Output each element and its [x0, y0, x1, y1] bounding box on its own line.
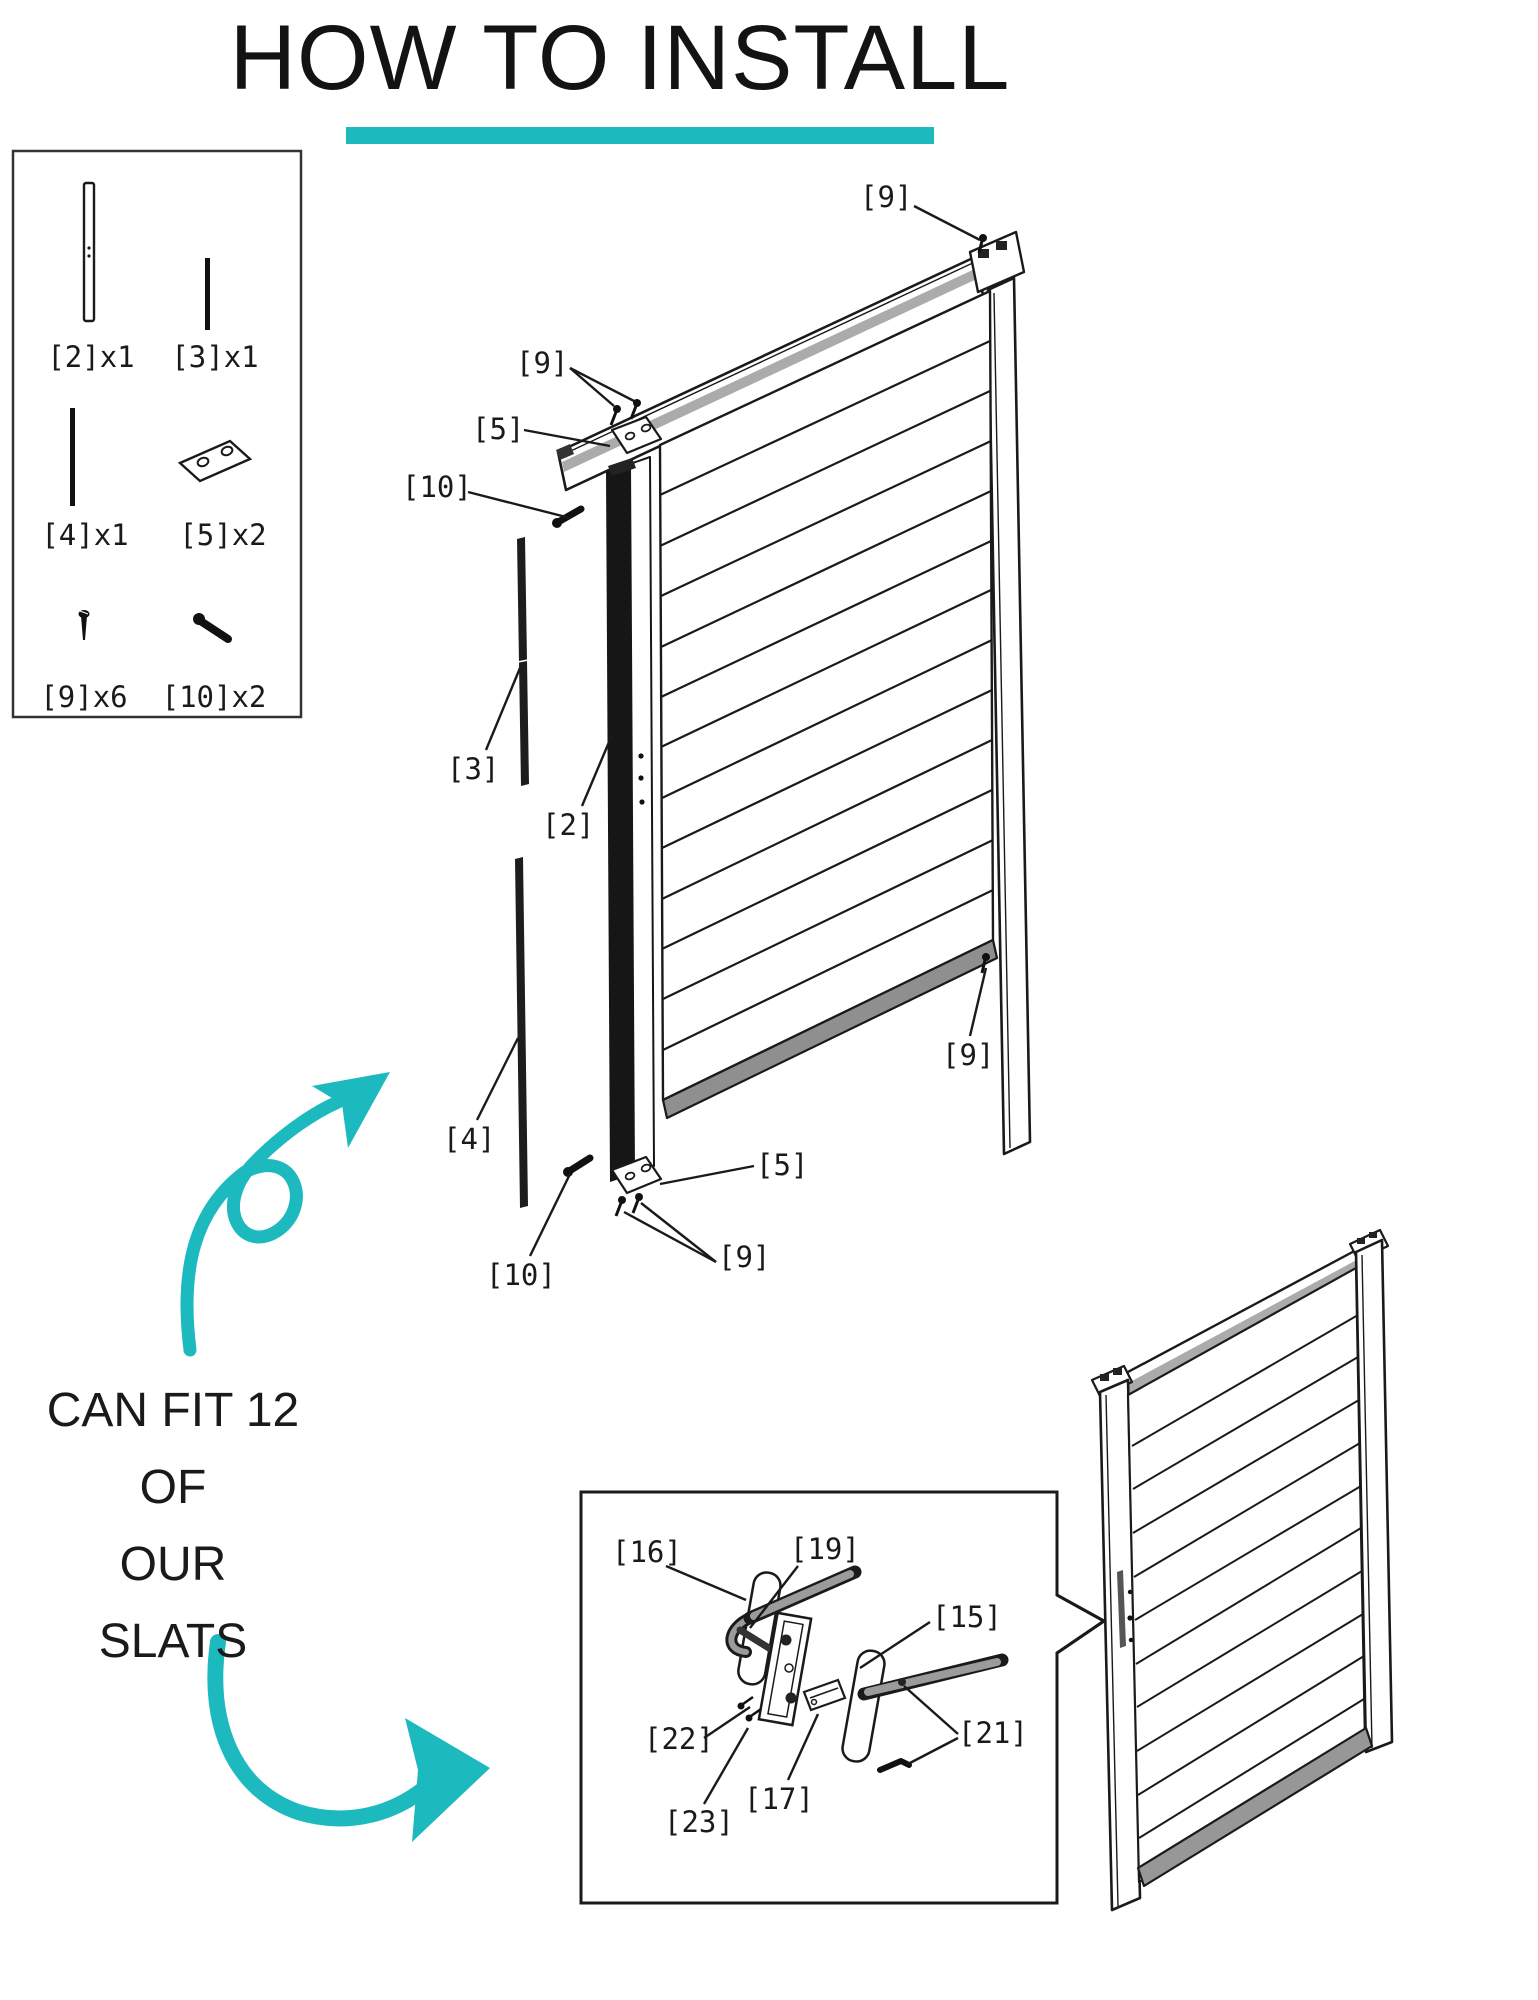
legend-label-part9: [9]x6 — [40, 680, 128, 714]
set-screw-pin — [898, 1678, 906, 1686]
cover-strip-long-icon — [84, 183, 94, 321]
callout-gate-bottom-screw: [9] — [942, 1038, 995, 1072]
cover-strip-top-part — [517, 537, 529, 786]
slat-capacity-note — [8, 1372, 338, 1680]
gate-right-stile — [988, 278, 1030, 1154]
legend-label-part4: [4]x1 — [41, 518, 129, 552]
callout-spindle: [19] — [790, 1532, 860, 1566]
note-line-3: SLATS — [98, 1615, 248, 1668]
gate-top-corner-cap — [970, 232, 1024, 292]
curly-arrow-up — [187, 1072, 390, 1350]
callout-cylinder: [17] — [744, 1782, 814, 1816]
parts-legend-box — [13, 151, 301, 717]
note-line-2: OUR — [119, 1538, 227, 1591]
legend-label-part5: [5]x2 — [179, 518, 267, 552]
plate-icon — [180, 441, 250, 481]
callout-lock-screw: [23] — [664, 1805, 734, 1839]
screw-icon — [79, 610, 90, 640]
legend-label-part3: [3]x1 — [171, 340, 259, 374]
callout-cover-strip-top: [3] — [447, 752, 500, 786]
note-line-1: CAN FIT 12 OF — [46, 1384, 300, 1514]
callout-top-bolt: [10] — [402, 470, 472, 504]
legend-label-part10: [10]x2 — [161, 680, 267, 714]
rod-short-icon — [205, 258, 210, 330]
callout-bottom-plate: [5] — [756, 1148, 809, 1182]
cylinder-part — [804, 1680, 845, 1710]
bolt-parts — [553, 509, 591, 1177]
callout-set-screw: [21] — [958, 1716, 1028, 1750]
callout-bottom-bolt: [10] — [486, 1258, 556, 1292]
callout-top-screws: [9] — [516, 346, 569, 380]
allen-key-part — [880, 1761, 909, 1770]
rod-long-icon — [70, 408, 75, 506]
legend-label-part2: [2]x1 — [47, 340, 135, 374]
callout-fixing-screws: [22] — [644, 1722, 714, 1756]
bolt-icon — [193, 613, 228, 639]
callout-outer-handle: [16] — [612, 1535, 682, 1569]
assembled-gate-diagram — [1092, 1230, 1392, 1910]
callout-lock-post: [2] — [542, 808, 595, 842]
cover-strip-bottom-part — [515, 857, 528, 1208]
page-title: HOW TO INSTALL — [229, 7, 1011, 109]
callout-top-right-screw: [9] — [860, 180, 913, 214]
callout-top-plate: [5] — [472, 412, 525, 446]
callout-cover-strip-bottom: [4] — [443, 1122, 496, 1156]
lock-screw-parts — [738, 1697, 761, 1721]
lock-post-part — [606, 457, 654, 1182]
callout-bottom-screws: [9] — [718, 1240, 771, 1274]
callout-inner-handle: [15] — [932, 1600, 1002, 1634]
